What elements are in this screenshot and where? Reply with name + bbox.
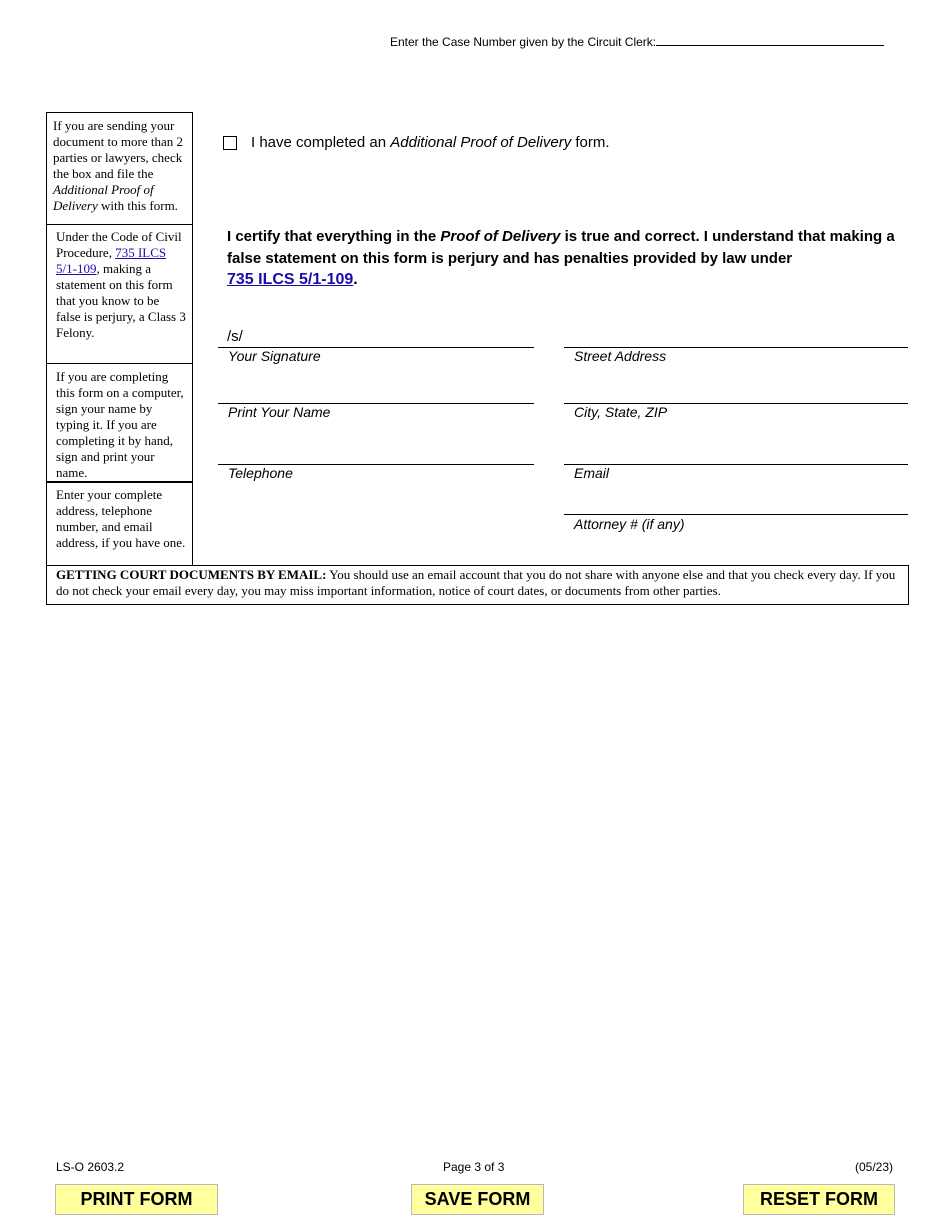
certification-link-row	[227, 271, 358, 289]
instruction-box-additional-proof	[46, 112, 193, 225]
ilcs-link[interactable]: 735 ILCS 5/1-109	[56, 245, 167, 276]
instruction-box-address	[46, 481, 193, 566]
certification-statement	[227, 226, 907, 270]
case-number-label: Enter the Case Number given by the Circuit Clerk:	[390, 35, 657, 49]
additional-proof-checkbox[interactable]	[223, 136, 237, 150]
telephone-label: Telephone	[228, 465, 293, 481]
reset-form-button[interactable]: RESET FORM	[743, 1184, 895, 1215]
checkbox-label-text: I have completed an	[251, 134, 391, 151]
instruction-box-signing	[46, 363, 193, 483]
instruction-text: If you are completing this form on a computer, sign your name by typing it. If you are completing it by hand, sign and print your name.	[56, 369, 184, 480]
certification-text: is true and correct. I understand that making a false statement on this form is perjury and has penalties provided by law under	[227, 228, 895, 267]
instruction-text: Under the Code of Civil Procedure,	[56, 229, 182, 260]
instruction-italic: Additional Proof of Delivery	[53, 182, 154, 213]
your-signature-label: Your Signature	[228, 348, 321, 364]
instruction-box-perjury	[46, 224, 193, 364]
certification-link-suffix: .	[353, 271, 358, 288]
checkbox-label-text: form.	[571, 134, 610, 151]
city-state-zip-label: City, State, ZIP	[574, 404, 668, 420]
save-form-button[interactable]: SAVE FORM	[411, 1184, 544, 1215]
instruction-text: with this form.	[97, 198, 178, 213]
instruction-text: If you are sending your document to more than 2 parties or lawyers, check the box and file the	[53, 118, 183, 181]
signature-value[interactable]: /s/	[227, 328, 243, 345]
certification-text: I certify that everything in the	[227, 228, 441, 245]
page-number: Page 3 of 3	[443, 1160, 505, 1174]
case-number-row	[390, 34, 884, 49]
form-number: LS-O 2603.2	[56, 1160, 125, 1174]
form-date: (05/23)	[855, 1160, 894, 1174]
additional-proof-label	[251, 134, 610, 151]
print-name-label: Print Your Name	[228, 404, 331, 420]
email-notice-heading: GETTING COURT DOCUMENTS BY EMAIL:	[56, 567, 327, 582]
email-line[interactable]	[564, 464, 908, 465]
email-label: Email	[574, 465, 610, 481]
instruction-text: , making a statement on this form that you know to be false is perjury, a Class 3 Felony.	[56, 261, 186, 340]
attorney-number-line[interactable]	[564, 514, 908, 515]
street-address-label: Street Address	[574, 348, 667, 364]
email-notice-text: You should use an email account that you do not share with anyone else and that you check every day. If you do not check your email every day, you may miss important information, notice of court dates, or documents from other parties.	[56, 567, 896, 598]
email-notice	[46, 565, 909, 605]
certification-italic: Proof of Delivery	[440, 228, 561, 245]
checkbox-label-italic: Additional Proof of Delivery	[390, 134, 572, 151]
instruction-text: Enter your complete address, telephone number, and email address, if you have one.	[56, 487, 186, 550]
case-number-field[interactable]	[656, 34, 884, 46]
certification-ilcs-link[interactable]: 735 ILCS 5/1-109	[227, 271, 354, 288]
attorney-number-label: Attorney # (if any)	[574, 516, 685, 532]
print-form-button[interactable]: PRINT FORM	[55, 1184, 218, 1215]
